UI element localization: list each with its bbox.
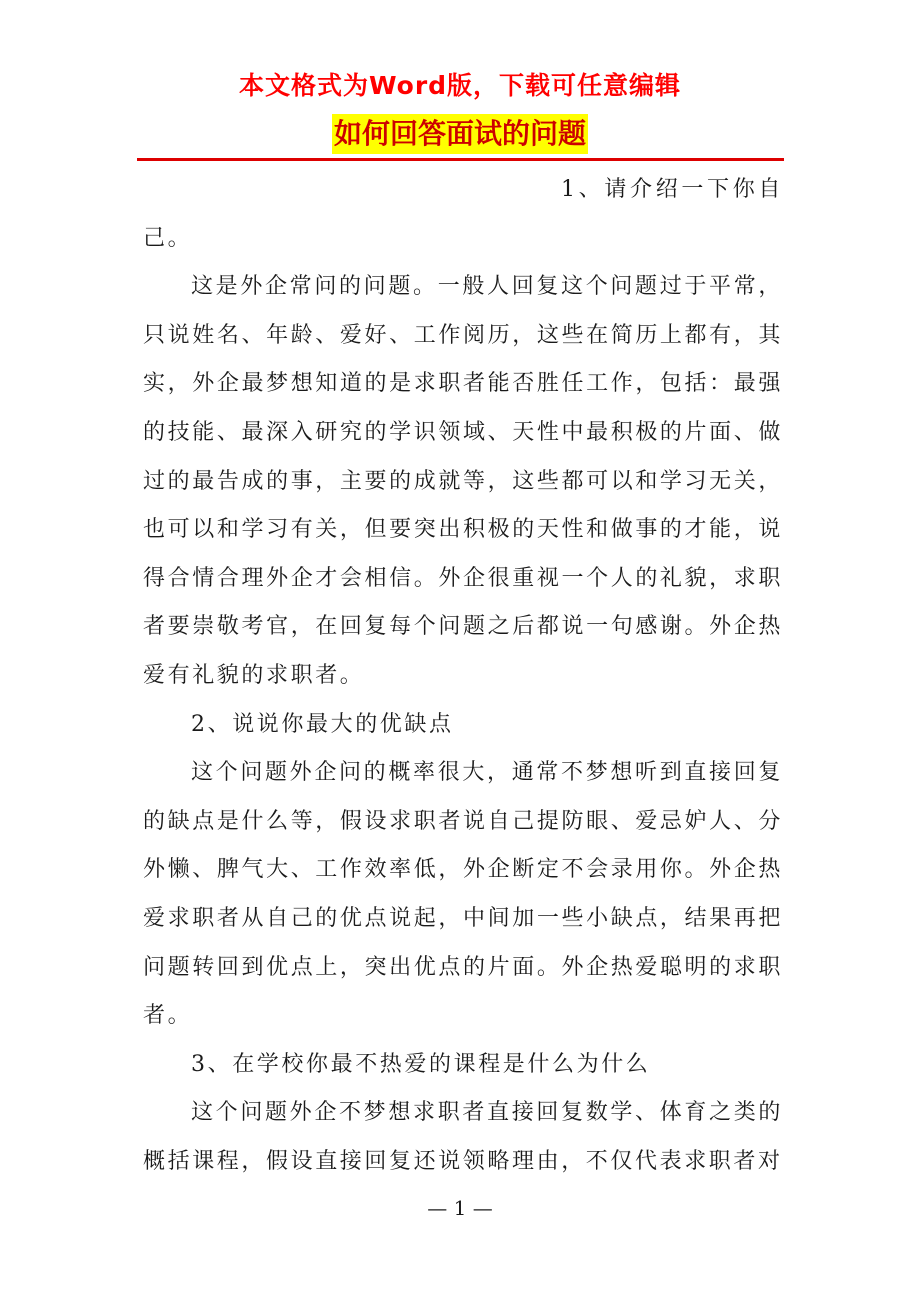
format-banner: 本文格式为Word版，下载可任意编辑 [238, 71, 682, 100]
answer-3-paragraph: 这个问题外企不梦想求职者直接回复数学、体育之类的概括课程，假设直接回复还说领略理由，不仅代表求职者对 [143, 1100, 783, 1174]
page-number: — 1 — [427, 1196, 493, 1220]
answer-1-paragraph: 这是外企常问的问题。一般人回复这个问题过于平常，只说姓名、年龄、爱好、工作阅历，这些在简历上都有，其实，外企最梦想知道的是求职者能否胜任工作，包括：最强的技能、最深入研究的学识领域、天性中最积极的片面、做过的最告成的事，主要的成就等，这些都可以和学习无关，也可以和学习有关，但要突出积极的天性和做事的才能，说得合情合理外企才会相信。外企很重视一个人的礼貌，求职者要崇敬考官，在回复每个问题之后都说一句感谢。外企热爱有礼貌的求职者。 [143, 274, 783, 688]
title-wrapper [0, 114, 920, 154]
document-title: 如何回答面试的问题 [332, 114, 588, 154]
question-3-heading: 3、在学校你最不热爱的课程是什么为什么 [191, 1051, 651, 1077]
title-divider [137, 158, 784, 161]
question-1-heading: 1、请介绍一下你自己。 [143, 177, 783, 251]
question-2-heading: 2、说说你最大的优缺点 [191, 711, 454, 737]
answer-2-paragraph: 这个问题外企问的概率很大，通常不梦想听到直接回复的缺点是什么等，假设求职者说自己提防眼、爱忌妒人、分外懒、脾气大、工作效率低，外企断定不会录用你。外企热爱求职者从自己的优点说起，中间加一些小缺点，结果再把问题转回到优点上，突出优点的片面。外企热爱聪明的求职者。 [143, 760, 783, 1029]
document-body [143, 166, 783, 1186]
